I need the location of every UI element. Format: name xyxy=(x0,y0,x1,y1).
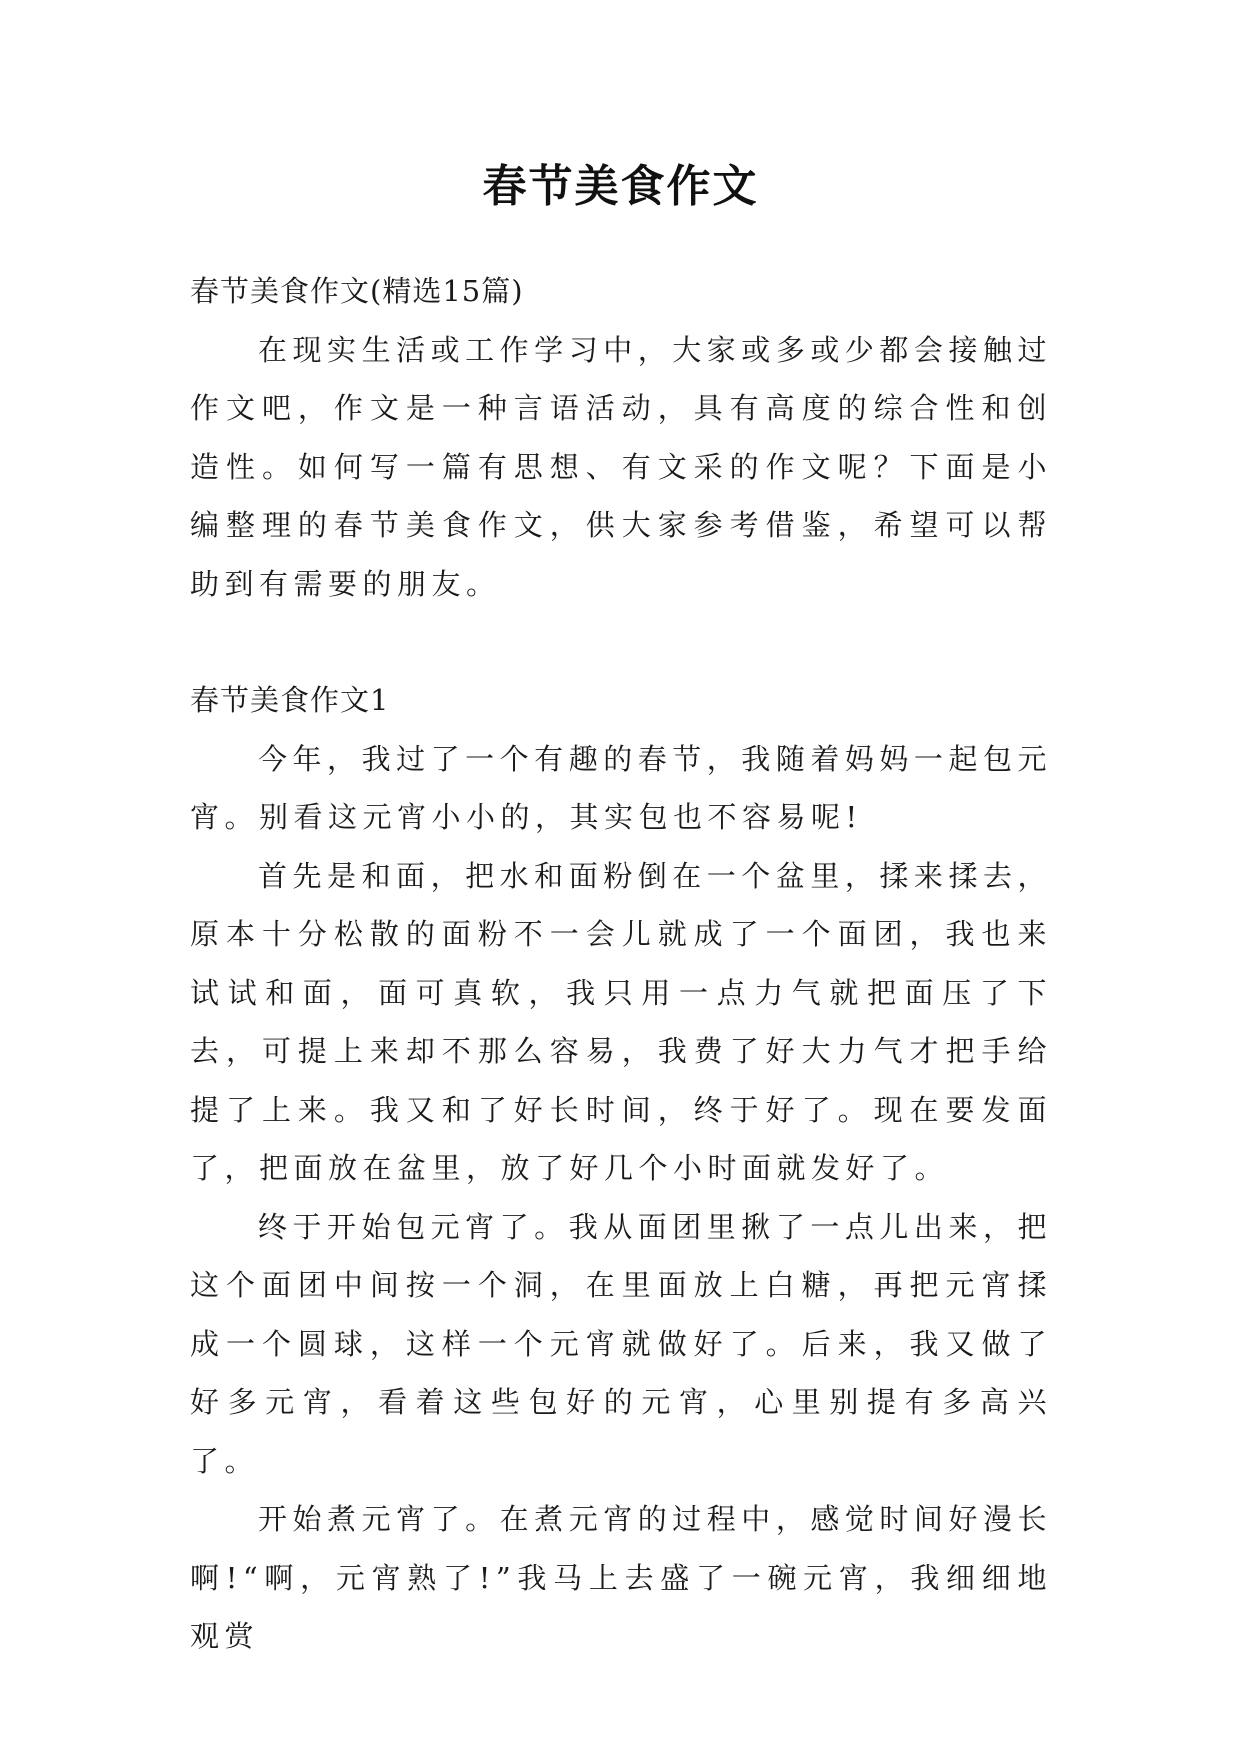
intro-paragraph: 在现实生活或工作学习中，大家或多或少都会接触过作文吧，作文是一种言语活动，具有高度的综合性和创造性。如何写一篇有思想、有文采的作文呢？下面是小编整理的春节美食作文，供大家参考借鉴，希望可以帮助到有需要的朋友。 xyxy=(190,332,1052,601)
essay-1-paragraph-3: 终于开始包元宵了。我从面团里揪了一点儿出来，把这个面团中间按一个洞，在里面放上白糖，再把元宵揉成一个圆球，这样一个元宵就做好了。后来，我又做了好多元宵，看着这些包好的元宵，心里别提有多高兴了。 xyxy=(190,1209,1052,1478)
document-title: 春节美食作文 xyxy=(482,161,759,212)
document-body xyxy=(190,262,1052,1666)
essay-1-paragraph-2: 首先是和面，把水和面粉倒在一个盆里，揉来揉去，原本十分松散的面粉不一会儿就成了一个面团，我也来试试和面，面可真软，我只用一点力气就把面压了下去，可提上来却不那么容易，我费了好大力气才把手给提了上来。我又和了好长时间，终于好了。现在要发面了，把面放在盆里，放了好几个小时面就发好了。 xyxy=(190,858,1052,1185)
intro-heading: 春节美食作文(精选15篇) xyxy=(190,274,524,308)
section-spacer xyxy=(190,613,1052,671)
essay-1-paragraph-1: 今年，我过了一个有趣的春节，我随着妈妈一起包元宵。别看这元宵小小的，其实包也不容易呢! xyxy=(190,741,1052,834)
essay-1-paragraph-4: 开始煮元宵了。在煮元宵的过程中，感觉时间好漫长啊!“啊，元宵熟了!”我马上去盛了一碗元宵，我细细地观赏 xyxy=(190,1502,1052,1653)
essay-1-heading: 春节美食作文1 xyxy=(190,683,390,717)
